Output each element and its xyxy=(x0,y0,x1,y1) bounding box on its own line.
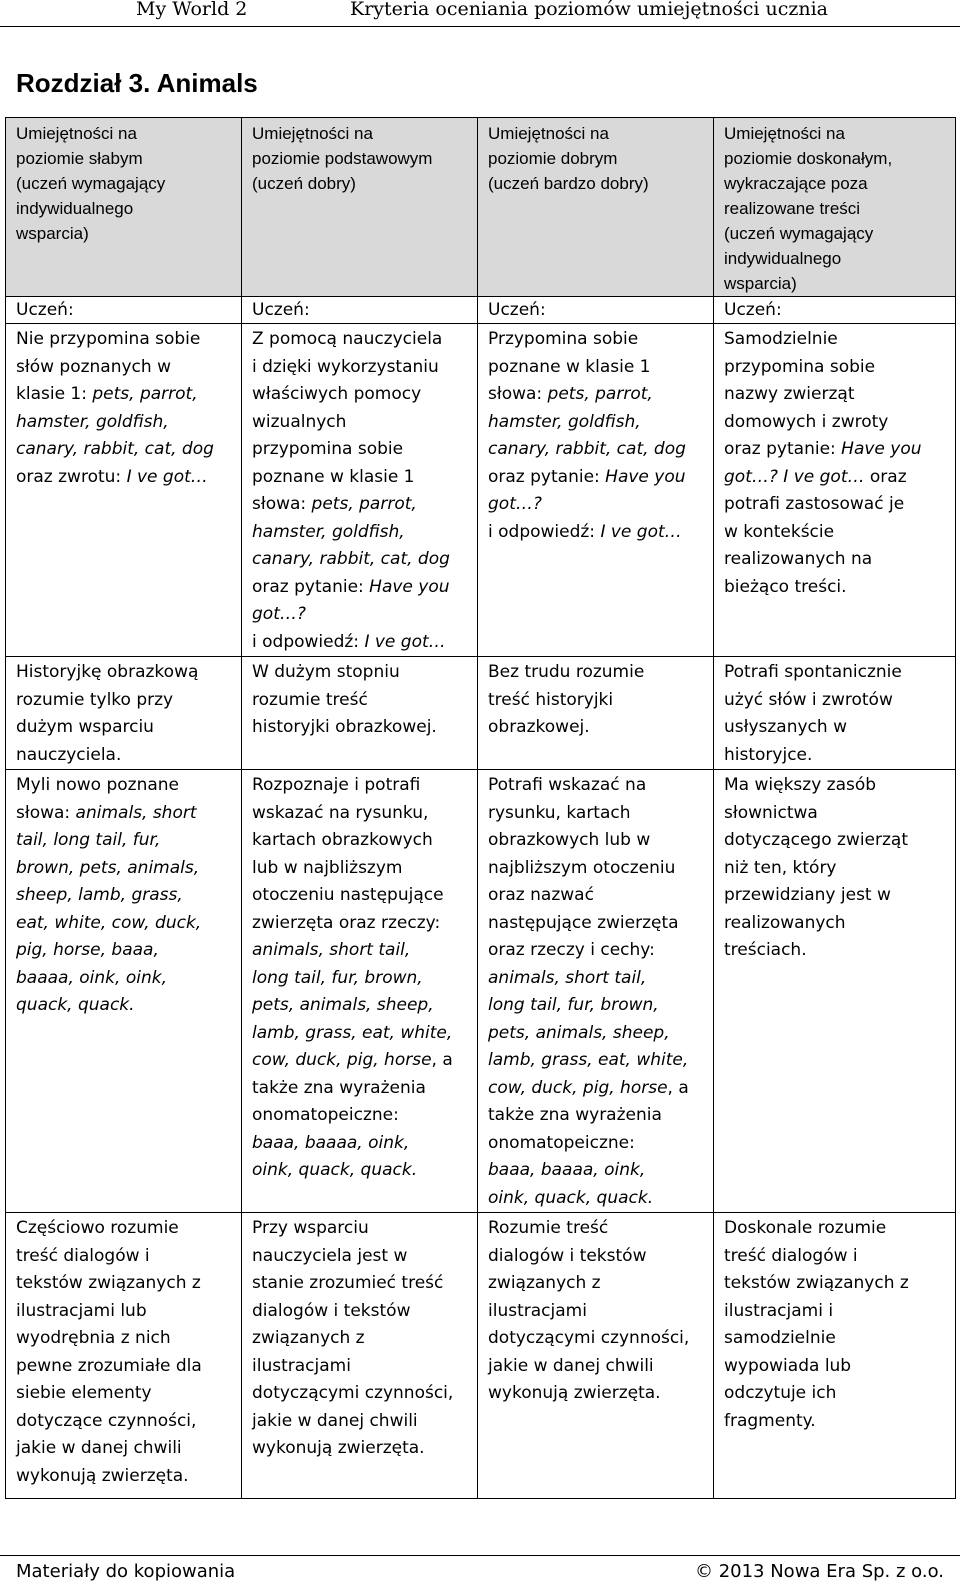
student-label: Uczeń: xyxy=(252,300,310,320)
criteria-text xyxy=(724,659,947,769)
criteria-text xyxy=(724,1215,947,1435)
criteria-row-picture-story xyxy=(6,657,956,770)
student-label: Uczeń: xyxy=(488,300,546,320)
page-header xyxy=(0,0,960,24)
criteria-text xyxy=(488,1215,705,1408)
criteria-row-new-vocabulary xyxy=(6,770,956,1213)
criteria-cell xyxy=(242,657,478,770)
header-cell-weak xyxy=(6,118,242,297)
student-label: Uczeń: xyxy=(724,300,782,320)
student-label-cell xyxy=(714,297,956,324)
italic-text-segment: Have you got…? xyxy=(252,576,450,624)
text-segment: Rozumie treść dialogów i tekstów związanych z ilustracjami dotyczącymi czynności, jakie w danej chwili wykonują zwierzęta. xyxy=(488,1218,690,1403)
criteria-text xyxy=(488,772,705,1212)
italic-text-segment: Have you got…? xyxy=(488,466,686,514)
criteria-cell xyxy=(6,1213,242,1499)
criteria-text xyxy=(16,659,233,769)
criteria-cell xyxy=(714,324,956,657)
footer-copyright: © 2013 Nowa Era Sp. z o.o. xyxy=(694,1561,944,1582)
criteria-text xyxy=(252,659,469,742)
criteria-cell xyxy=(6,324,242,657)
text-segment: Potrafi wskazać na rysunku, kartach obrazkowych lub w najbliższym otoczeniu oraz nazwać następujące zwierzęta oraz rzeczy i cechy: xyxy=(488,775,679,960)
text-segment: Ma większy zasób słownictwa dotyczącego zwierząt niż ten, który przewidziany jest w realizowanych treściach. xyxy=(724,775,909,960)
criteria-text xyxy=(724,772,947,965)
criteria-text xyxy=(252,1215,469,1463)
criteria-text xyxy=(252,326,469,656)
text-segment: Myli nowo poznane słowa: xyxy=(16,775,180,823)
criteria-row-dialogue-comprehension xyxy=(6,1213,956,1499)
text-segment: Przypomina sobie poznane w klasie 1 słowa: xyxy=(488,329,651,404)
italic-text-segment: pets, parrot, hamster, goldfish, canary, rabbit, cat, dog xyxy=(488,384,686,459)
italic-text-segment: I ve got… xyxy=(600,521,682,542)
italic-text-segment: baaa, baaaa, oink, oink, quack, quack. xyxy=(252,1132,418,1180)
text-segment: oraz pytanie: xyxy=(488,466,600,487)
header-cell-excellent xyxy=(714,118,956,297)
criteria-cell xyxy=(242,770,478,1213)
header-text: Umiejętności na poziomie podstawowym (uczeń dobry) xyxy=(252,124,433,193)
criteria-cell xyxy=(478,770,714,1213)
criteria-cell xyxy=(714,657,956,770)
criteria-text xyxy=(488,659,705,742)
footer-note: Materiały do kopiowania xyxy=(16,1561,236,1582)
text-segment: i odpowiedź: xyxy=(488,521,596,542)
student-label-cell xyxy=(6,297,242,324)
italic-text-segment: pets, parrot, hamster, goldfish, canary, rabbit, cat, dog xyxy=(252,494,450,569)
text-segment: W dużym stopniu rozumie treść historyjki obrazkowej. xyxy=(252,662,437,737)
text-segment: Historyjkę obrazkową rozumie tylko przy dużym wsparciu nauczyciela. xyxy=(16,662,199,765)
criteria-cell xyxy=(714,770,956,1213)
header-cell-good xyxy=(478,118,714,297)
text-segment: oraz zwrotu: xyxy=(16,466,122,487)
criteria-text xyxy=(16,772,233,1020)
student-label-cell xyxy=(242,297,478,324)
header-text: Umiejętności na poziomie słabym (uczeń wymagający indywidualnego wsparcia) xyxy=(16,124,166,243)
text-segment: Z pomocą nauczyciela i dzięki wykorzystaniu właściwych pomocy wizualnych przypomina sobie poznane w klasie 1 słowa: xyxy=(252,329,443,514)
text-segment: i odpowiedź: xyxy=(252,631,360,652)
student-label-cell xyxy=(478,297,714,324)
student-label-row xyxy=(6,297,956,324)
italic-text-segment: pets, parrot, hamster, goldfish, canary, rabbit, cat, dog xyxy=(16,384,214,459)
book-title: My World 2 xyxy=(136,0,248,20)
criteria-table xyxy=(5,117,956,1499)
text-segment: Potrafi spontanicznie użyć słów i zwrotów usłyszanych w historyjce. xyxy=(724,662,902,765)
chapter-title: Rozdział 3. Animals xyxy=(16,68,258,98)
italic-text-segment: I ve got… xyxy=(364,631,446,652)
criteria-text xyxy=(16,1215,233,1490)
text-segment: , a także zna wyrażenia onomatopeiczne: xyxy=(488,1077,689,1153)
student-label: Uczeń: xyxy=(16,300,74,320)
criteria-text xyxy=(16,326,233,491)
italic-text-segment: Have you got…? I ve got… xyxy=(724,439,922,487)
criteria-cell xyxy=(242,1213,478,1499)
text-segment: , a także zna wyrażenia onomatopeiczne: xyxy=(252,1050,453,1125)
text-segment: Bez trudu rozumie treść historyjki obrazkowej. xyxy=(488,662,645,737)
criteria-cell xyxy=(6,657,242,770)
text-segment: oraz potrafi zastosować je w kontekście realizowanych na bieżąco treści. xyxy=(724,466,907,597)
criteria-text xyxy=(252,772,469,1185)
criteria-cell xyxy=(478,657,714,770)
text-segment: Rozpoznaje i potrafi wskazać na rysunku, kartach obrazkowych lub w najbliższym otoczeniu następujące zwierzęta oraz rzeczy: xyxy=(252,775,444,933)
document-title: Kryteria oceniania poziomów umiejętności ucznia xyxy=(350,0,829,20)
footer-rule xyxy=(0,1555,960,1556)
italic-text-segment: I ve got… xyxy=(126,466,208,487)
text-segment: oraz pytanie: xyxy=(252,576,364,597)
criteria-text xyxy=(724,326,947,601)
header-text: Umiejętności na poziomie dobrym (uczeń bardzo dobry) xyxy=(488,124,649,193)
page-footer xyxy=(0,1555,960,1587)
criteria-text xyxy=(488,326,705,546)
text-segment: Doskonale rozumie treść dialogów i tekstów związanych z ilustracjami i samodzielnie wypowiada lub odczytuje ich fragmenty. xyxy=(724,1218,909,1431)
header-row xyxy=(6,118,956,297)
header-cell-basic xyxy=(242,118,478,297)
text-segment: Częściowo rozumie treść dialogów i tekstów związanych z ilustracjami lub wyodrębnia z nich pewne zrozumiałe dla siebie elementy dotyczące czynności, jakie w danej chwili wykonują zwierzęta. xyxy=(16,1218,202,1486)
text-segment: Nie przypomina sobie słów poznanych w klasie 1: xyxy=(16,329,201,404)
header-rule xyxy=(0,26,960,27)
criteria-cell xyxy=(714,1213,956,1499)
text-segment: Przy wsparciu nauczyciela jest w stanie zrozumieć treść dialogów i tekstów związanych z ilustracjami dotyczącymi czynności, jakie w danej chwili wykonują zwierzęta. xyxy=(252,1218,454,1458)
italic-text-segment: animals, short tail, long tail, fur, brown, pets, animals, sheep, lamb, grass, eat, white, cow, duck, pig, horse xyxy=(488,967,689,1098)
italic-text-segment: baaa, baaaa, oink, oink, quack, quack. xyxy=(488,1160,654,1208)
criteria-cell xyxy=(478,1213,714,1499)
italic-text-segment: animals, short tail, long tail, fur, brown, pets, animals, sheep, lamb, grass, eat, white, cow, duck, pig, horse xyxy=(252,940,453,1070)
criteria-row-vocabulary-recall xyxy=(6,324,956,657)
criteria-cell xyxy=(6,770,242,1213)
text-segment: Samodzielnie przypomina sobie nazwy zwierząt domowych i zwroty oraz pytanie: xyxy=(724,329,889,459)
criteria-cell xyxy=(242,324,478,657)
header-text: Umiejętności na poziomie doskonałym, wykraczające poza realizowane treści (uczeń wymagający indywidualnego wsparcia) xyxy=(724,124,893,293)
italic-text-segment: animals, short tail, long tail, fur, brown, pets, animals, sheep, lamb, grass, eat, white, cow, duck, pig, horse, baaa, baaaa, oink, oink, quack, quack. xyxy=(16,802,202,1015)
criteria-cell xyxy=(478,324,714,657)
